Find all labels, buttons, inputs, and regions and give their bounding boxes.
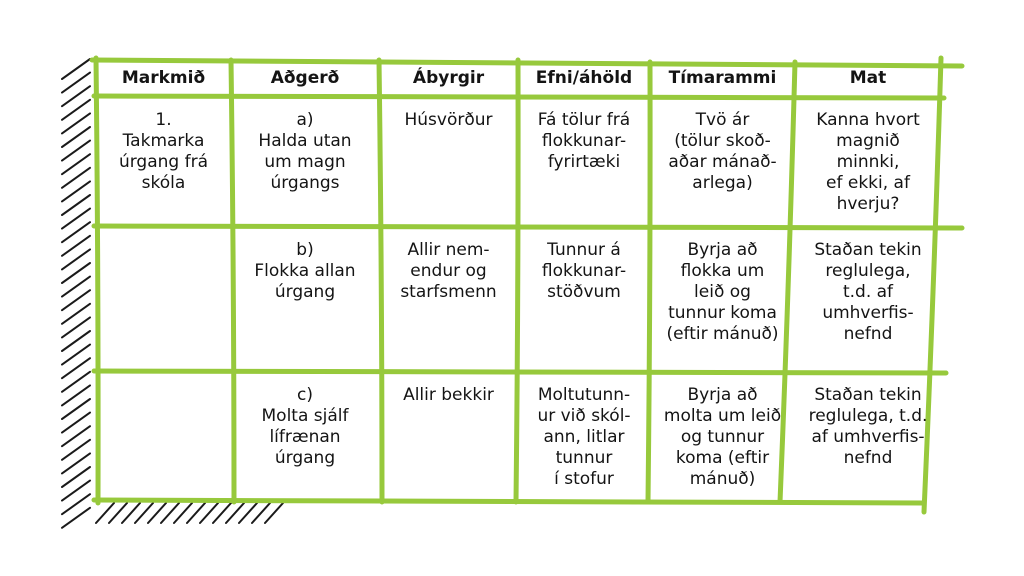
cell-text-line: nefnd bbox=[843, 324, 893, 344]
cell-text-line: Takmarka bbox=[122, 131, 205, 151]
cell-markmid-row-1 bbox=[96, 110, 231, 222]
cell-text-line: molta um leið bbox=[663, 406, 782, 426]
cell-text-line: Allir bekkir bbox=[403, 385, 494, 405]
cell-text-line: um magn bbox=[264, 152, 346, 172]
cell-text-line: Staðan tekin bbox=[814, 240, 922, 260]
header-efni bbox=[518, 60, 650, 96]
cell-text-line: ur við skól- bbox=[537, 406, 631, 426]
cell-text-line: 1. bbox=[155, 110, 172, 130]
cell-timarammi-row-1 bbox=[650, 110, 795, 222]
cell-text-line: úrgang frá bbox=[118, 152, 209, 172]
cell-text-line: hverju? bbox=[836, 194, 900, 214]
cell-text-line: arlega) bbox=[692, 173, 753, 193]
cell-text-line: endur og bbox=[410, 261, 487, 281]
cell-text-line: Moltutunn- bbox=[537, 385, 631, 405]
cell-text-line: lífrænan bbox=[269, 427, 341, 447]
cell-text-line: ann, litlar bbox=[543, 427, 625, 447]
header-label: Efni/áhöld bbox=[535, 67, 633, 88]
cell-text-line: reglulega, bbox=[825, 261, 911, 281]
cell-mat-row-2 bbox=[795, 240, 941, 367]
cell-adgerd-row-1 bbox=[231, 110, 379, 222]
cell-mat-row-1 bbox=[795, 110, 941, 222]
cell-text-line: Molta sjálf bbox=[261, 406, 349, 426]
header-adgerd bbox=[231, 60, 379, 96]
cell-text-line: starfsmenn bbox=[400, 282, 497, 302]
header-label: Tímarammi bbox=[668, 67, 777, 88]
cell-markmid-row-2 bbox=[96, 240, 231, 367]
header-label: Markmið bbox=[121, 67, 206, 88]
cell-text-line: umhverfis- bbox=[822, 303, 914, 323]
cell-text-line: og tunnur bbox=[680, 427, 765, 447]
cell-text-line: Byrja að bbox=[687, 240, 758, 260]
header-label: Ábyrgir bbox=[412, 67, 485, 88]
cell-abyrgir-row-3 bbox=[379, 385, 518, 496]
cell-text-line: (tölur skoð- bbox=[674, 131, 771, 151]
cell-text-line: a) bbox=[296, 110, 314, 130]
cell-timarammi-row-2 bbox=[650, 240, 795, 367]
cell-text-line: Tvö ár bbox=[695, 110, 750, 130]
cell-abyrgir-row-1 bbox=[379, 110, 518, 222]
cell-text-line: úrgang bbox=[274, 448, 336, 468]
cell-text-line: minnki, bbox=[836, 152, 900, 172]
cell-text-line: koma (eftir bbox=[675, 448, 770, 468]
cell-text-line: í stofur bbox=[554, 469, 614, 489]
cell-text-line: tunnur koma bbox=[668, 303, 777, 323]
cell-text-line: Flokka allan bbox=[254, 261, 356, 281]
cell-text-line: ef ekki, af bbox=[826, 173, 910, 193]
cell-text-line: Tunnur á bbox=[547, 240, 621, 260]
cell-text-line: Allir nem- bbox=[407, 240, 490, 260]
cell-text-line: flokkunar- bbox=[541, 261, 627, 281]
cell-text-line: nefnd bbox=[843, 448, 893, 468]
cell-text-line: Kanna hvort bbox=[816, 110, 920, 130]
cell-text-line: b) bbox=[296, 240, 314, 260]
cell-text-line: t.d. af bbox=[842, 282, 894, 302]
cell-text-line: aðar mánað- bbox=[668, 152, 777, 172]
cell-text-line: skóla bbox=[141, 173, 186, 193]
cell-text-line: reglulega, t.d. bbox=[808, 406, 928, 426]
cell-text-line: Byrja að bbox=[687, 385, 758, 405]
header-timarammi bbox=[650, 60, 795, 96]
header-label: Aðgerð bbox=[270, 67, 340, 88]
cell-text-line: Staðan tekin bbox=[814, 385, 922, 405]
cell-text-line: Húsvörður bbox=[404, 110, 493, 130]
cell-text-line: c) bbox=[297, 385, 313, 405]
cell-text-line: flokka um bbox=[680, 261, 765, 281]
cell-text-line: tunnur bbox=[555, 448, 613, 468]
cell-text-line: Fá tölur frá bbox=[537, 110, 631, 130]
cell-efni-row-3 bbox=[518, 385, 650, 496]
cell-text-line: magnið bbox=[836, 131, 900, 151]
header-mat bbox=[795, 60, 941, 96]
cell-text-line: stöðvum bbox=[547, 282, 621, 302]
cell-text-line: úrgang bbox=[274, 282, 336, 302]
header-label: Mat bbox=[849, 67, 887, 88]
cell-text-line: mánuð) bbox=[689, 469, 756, 489]
grid-line-row-2 bbox=[94, 371, 946, 373]
header-markmid bbox=[96, 60, 231, 96]
cell-text-line: leið og bbox=[694, 282, 751, 302]
grid-line-row-1 bbox=[94, 226, 962, 228]
header-abyrgir bbox=[379, 60, 518, 96]
cell-text-line: flokkunar- bbox=[541, 131, 627, 151]
cell-mat-row-3 bbox=[795, 385, 941, 496]
cell-adgerd-row-2 bbox=[231, 240, 379, 367]
grid-line-bottom bbox=[94, 500, 924, 503]
cell-efni-row-2 bbox=[518, 240, 650, 367]
cell-text-line: af umhverfis- bbox=[811, 427, 925, 447]
cell-text-line: Halda utan bbox=[258, 131, 352, 151]
cell-adgerd-row-3 bbox=[231, 385, 379, 496]
cell-markmid-row-3 bbox=[96, 385, 231, 496]
cell-abyrgir-row-2 bbox=[379, 240, 518, 367]
cell-text-line: (eftir mánuð) bbox=[666, 324, 779, 344]
cell-efni-row-1 bbox=[518, 110, 650, 222]
cell-text-line: fyrirtæki bbox=[547, 152, 621, 172]
cell-timarammi-row-3 bbox=[650, 385, 795, 496]
cell-text-line: úrgangs bbox=[270, 173, 340, 193]
